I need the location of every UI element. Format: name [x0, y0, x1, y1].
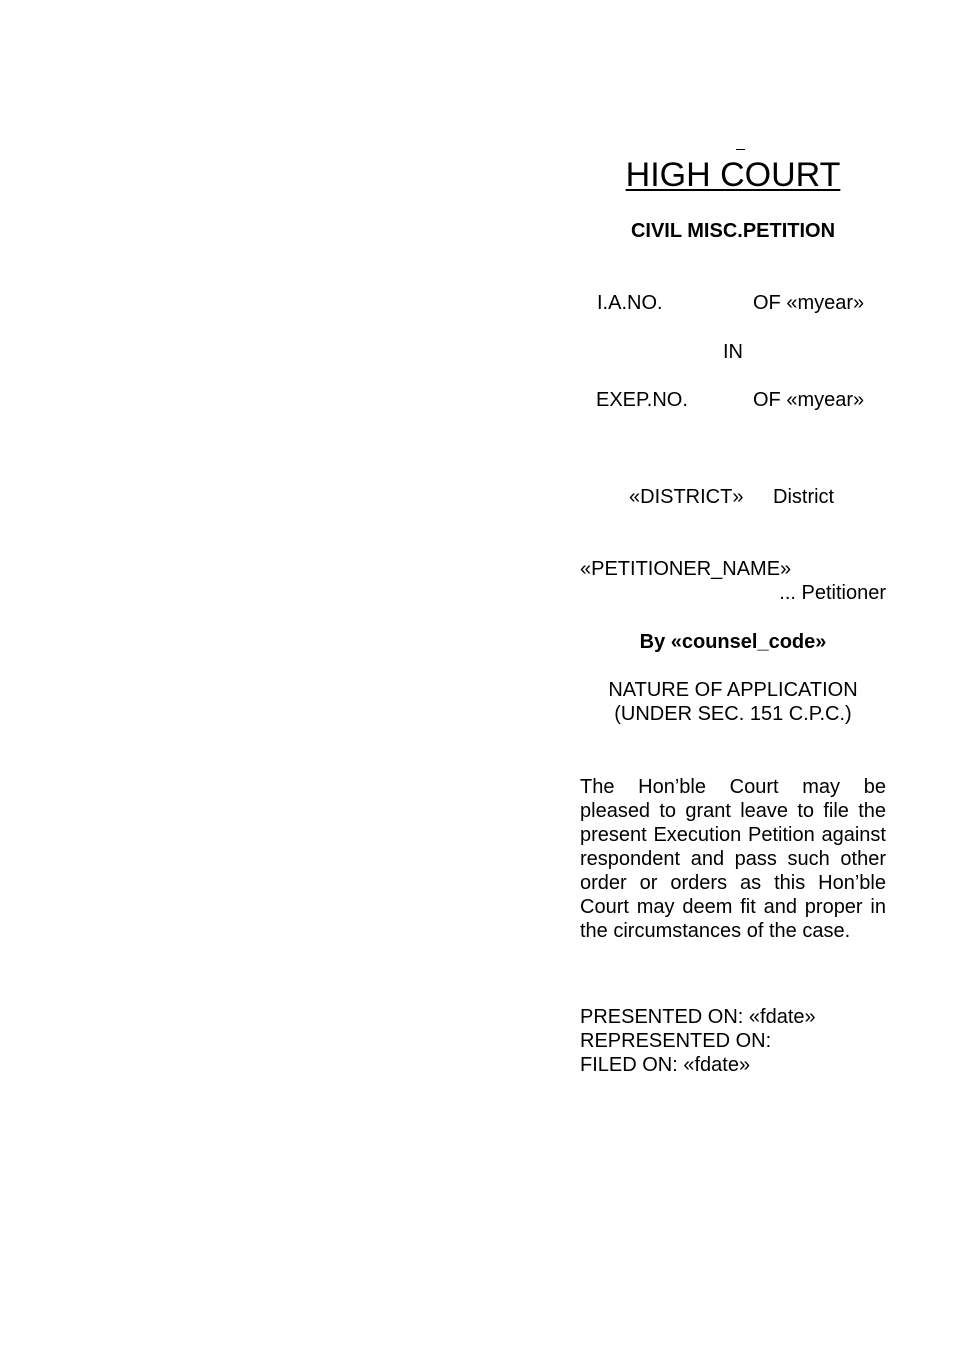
- application-nature-section: (UNDER SEC. 151 C.P.C.): [614, 703, 852, 725]
- prayer-paragraph: The Hon’ble Court may be pleased to grant leave to file the present Execution Petition against respondent and pass such other order or orders as this Hon’ble Court may deem fit and proper in the circumstances of the case.: [580, 776, 886, 942]
- represented-on: REPRESENTED ON:: [580, 1030, 772, 1052]
- in-label: IN: [723, 341, 743, 363]
- ia-year: OF «myear»: [753, 292, 865, 314]
- district-placeholder: «DISTRICT»: [629, 486, 744, 508]
- presented-on: PRESENTED ON: «fdate»: [580, 1006, 816, 1028]
- filed-on: FILED ON: «fdate»: [580, 1054, 751, 1076]
- exep-year: OF «myear»: [753, 389, 865, 411]
- application-nature-title: NATURE OF APPLICATION: [608, 679, 858, 701]
- petitioner-role: ... Petitioner: [779, 582, 886, 604]
- application-nature: [580, 678, 886, 726]
- district-label: District: [773, 486, 835, 508]
- counsel-line: By «counsel_code»: [639, 631, 827, 653]
- exep-number-label: EXEP.NO.: [596, 389, 688, 411]
- filing-dates: [580, 1005, 886, 1077]
- petition-type: CIVIL MISC.PETITION: [630, 220, 836, 242]
- petitioner-name: «PETITIONER_NAME»: [580, 558, 792, 580]
- header-mark: [736, 149, 745, 150]
- ia-number-label: I.A.NO.: [597, 292, 663, 314]
- court-title: HIGH COURT: [625, 156, 841, 194]
